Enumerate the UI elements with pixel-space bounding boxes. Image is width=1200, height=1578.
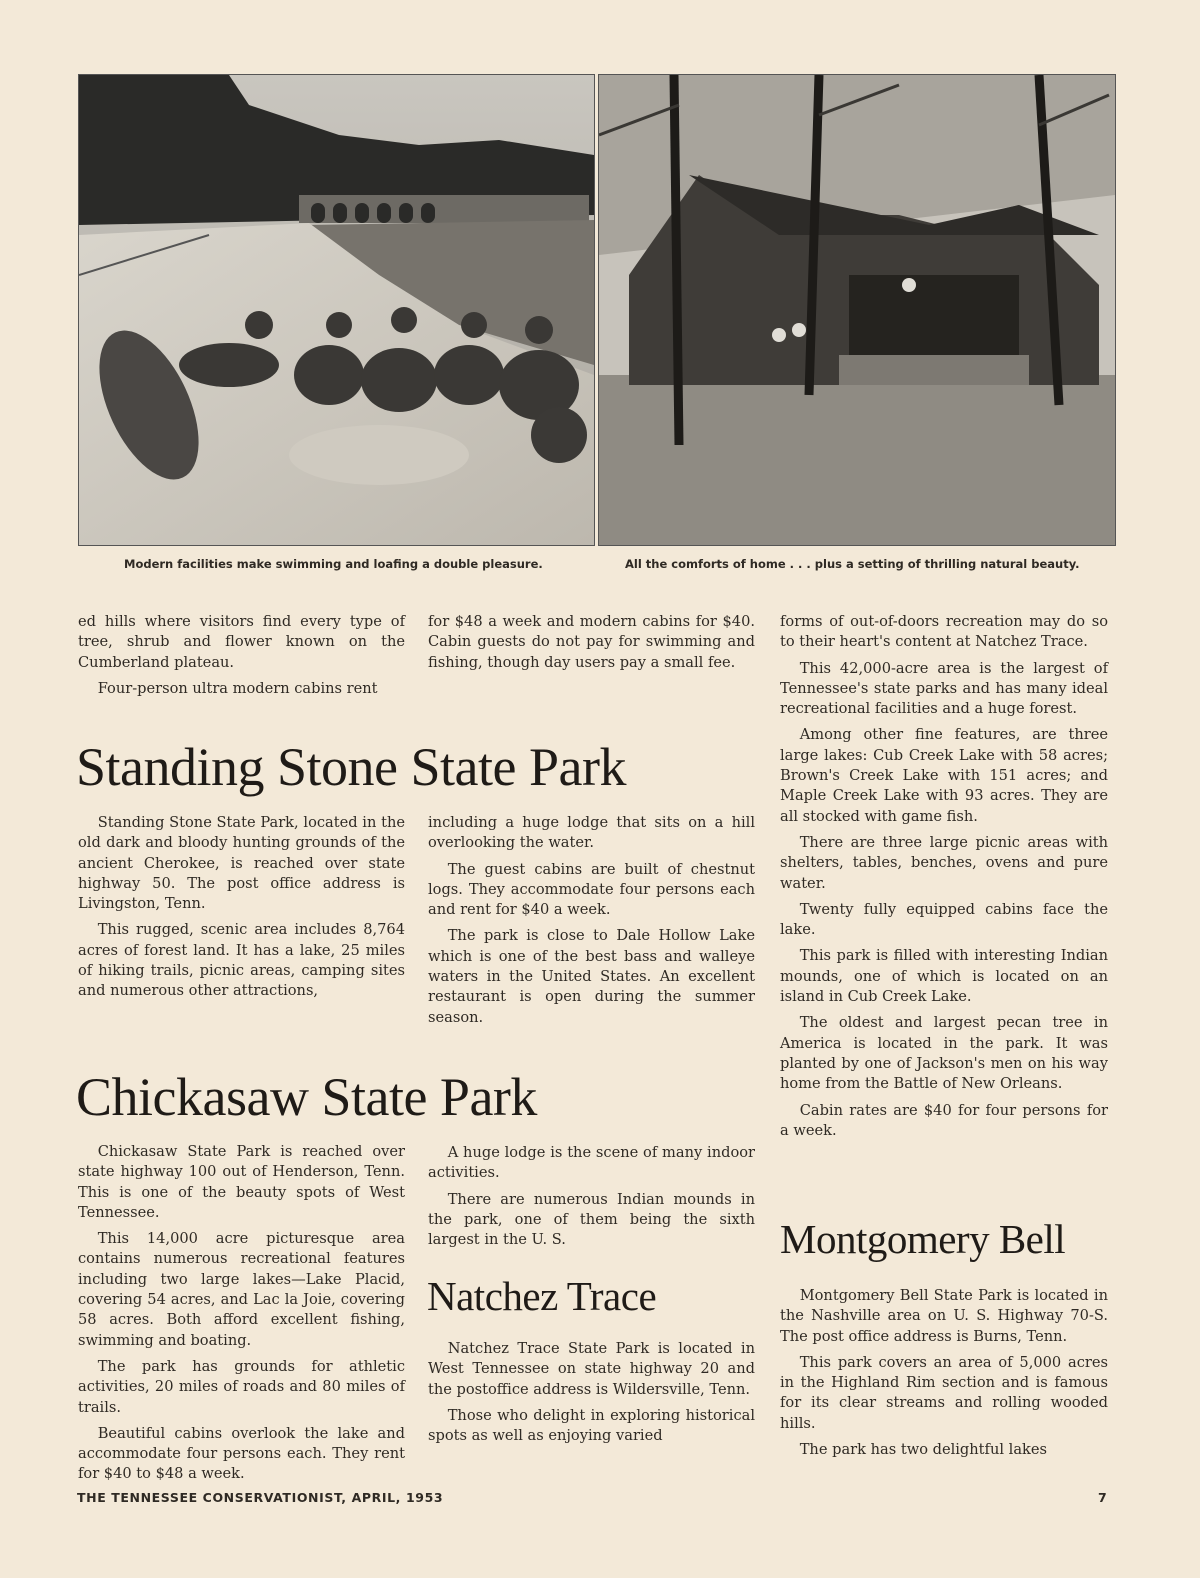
article-paragraph: Among other fine features, are three large lakes: Cub Creek Lake with 58 acres; Brown's Creek Lake with 151 acres; and Maple Creek Lake with 93 acres. They are all stocked with game fish. xyxy=(780,726,1108,825)
natchez-column-3 xyxy=(780,612,1108,1147)
article-paragraph: The park is close to Dale Hollow Lake which is one of the best bass and walleye waters in the United States. An excellent restaurant is open during the summer season. xyxy=(428,927,755,1026)
beach-photo xyxy=(78,74,595,546)
publication-footer: THE TENNESSEE CONSERVATIONIST, APRIL, 1953 xyxy=(77,1490,444,1505)
article-paragraph: There are numerous Indian mounds in the park, one of them being the sixth largest in the U. S. xyxy=(428,1190,755,1249)
photo-caption-right: All the comforts of home . . . plus a setting of thrilling natural beauty. xyxy=(625,557,1080,571)
article-paragraph: The guest cabins are built of chestnut logs. They accommodate four persons each and rent for $40 a week. xyxy=(428,860,755,919)
article-paragraph: Montgomery Bell State Park is located in the Nashville area on U. S. Highway 70-S. The post office address is Burns, Tenn. xyxy=(780,1287,1108,1345)
article-paragraph: The park has grounds for athletic activities, 20 miles of roads and 80 miles of trails. xyxy=(78,1357,405,1416)
page-number: 7 xyxy=(1098,1490,1108,1505)
montgomery-column xyxy=(780,1286,1108,1466)
natchez-column-2 xyxy=(428,1339,755,1452)
intro-column-2 xyxy=(428,612,755,679)
article-paragraph: Twenty fully equipped cabins face the lake. xyxy=(780,900,1108,939)
article-paragraph: There are three large picnic areas with shelters, tables, benches, ovens and pure water. xyxy=(780,833,1108,892)
standing-stone-heading: Standing Stone State Park xyxy=(76,737,626,797)
chickasaw-column-2 xyxy=(428,1143,755,1256)
intro-paragraph: Four-person ultra modern cabins rent xyxy=(97,679,378,697)
intro-paragraph: for $48 a week and modern cabins for $40. Cabin guests do not pay for swimming and fishing, though day users pay a small fee. xyxy=(428,613,755,671)
article-paragraph: Beautiful cabins overlook the lake and accommodate four persons each. They rent for $40 to $48 a week. xyxy=(78,1424,405,1483)
article-paragraph: The park has two delightful lakes xyxy=(799,1441,1047,1459)
montgomery-bell-heading: Montgomery Bell xyxy=(780,1216,1066,1262)
article-paragraph: The oldest and largest pecan tree in America is located in the park. It was planted by one of Jackson's men on his way home from the Battle of New Orleans. xyxy=(780,1014,1108,1093)
article-paragraph: This 14,000 acre picturesque area contains numerous recreational features including two large lakes—Lake Placid, covering 54 acres, and Lac la Joie, covering 58 acres. Both afford excellent fishing, swimming and boating. xyxy=(78,1230,405,1349)
article-paragraph: Natchez Trace State Park is located in West Tennessee on state highway 20 and the postoffice address is Wildersville, Tenn. xyxy=(428,1340,755,1398)
chickasaw-heading: Chickasaw State Park xyxy=(76,1067,537,1127)
article-paragraph: Cabin rates are $40 for four persons for a week. xyxy=(780,1101,1108,1139)
cabin-photo xyxy=(598,74,1116,546)
article-paragraph: Those who delight in exploring historical spots as well as enjoying varied xyxy=(428,1406,755,1445)
standing-stone-column-2 xyxy=(428,813,755,1034)
intro-column-1 xyxy=(78,612,405,705)
natchez-trace-heading: Natchez Trace xyxy=(427,1273,657,1319)
article-paragraph: Standing Stone State Park, located in the old dark and bloody hunting grounds of the ancient Cherokee, is reached over state highway 50. The post office address is Livingston, Tenn. xyxy=(78,814,405,913)
photo-caption-left: Modern facilities make swimming and loafing a double pleasure. xyxy=(124,557,543,571)
article-paragraph: including a huge lodge that sits on a hill overlooking the water. xyxy=(428,814,755,852)
article-paragraph: This park covers an area of 5,000 acres in the Highland Rim section and is famous for its clear streams and rolling wooded hills. xyxy=(780,1353,1108,1432)
article-paragraph: forms of out-of-doors recreation may do so to their heart's content at Natchez Trace. xyxy=(780,613,1108,651)
article-paragraph: Chickasaw State Park is reached over state highway 100 out of Henderson, Tenn. This is one of the beauty spots of West Tennessee. xyxy=(78,1143,405,1221)
article-paragraph: This park is filled with interesting Indian mounds, one of which is located on an island in Cub Creek Lake. xyxy=(780,947,1108,1006)
intro-paragraph: ed hills where visitors find every type of tree, shrub and flower known on the Cumberland plateau. xyxy=(78,613,405,671)
chickasaw-column-1 xyxy=(78,1142,405,1491)
article-paragraph: A huge lodge is the scene of many indoor activities. xyxy=(428,1144,755,1182)
article-paragraph: This rugged, scenic area includes 8,764 acres of forest land. It has a lake, 25 miles of hiking trails, picnic areas, camping sites and numerous other attractions, xyxy=(78,921,405,1000)
standing-stone-column-1 xyxy=(78,813,405,1008)
article-paragraph: This 42,000-acre area is the largest of Tennessee's state parks and has many ideal recreational facilities and a huge forest. xyxy=(780,659,1108,718)
